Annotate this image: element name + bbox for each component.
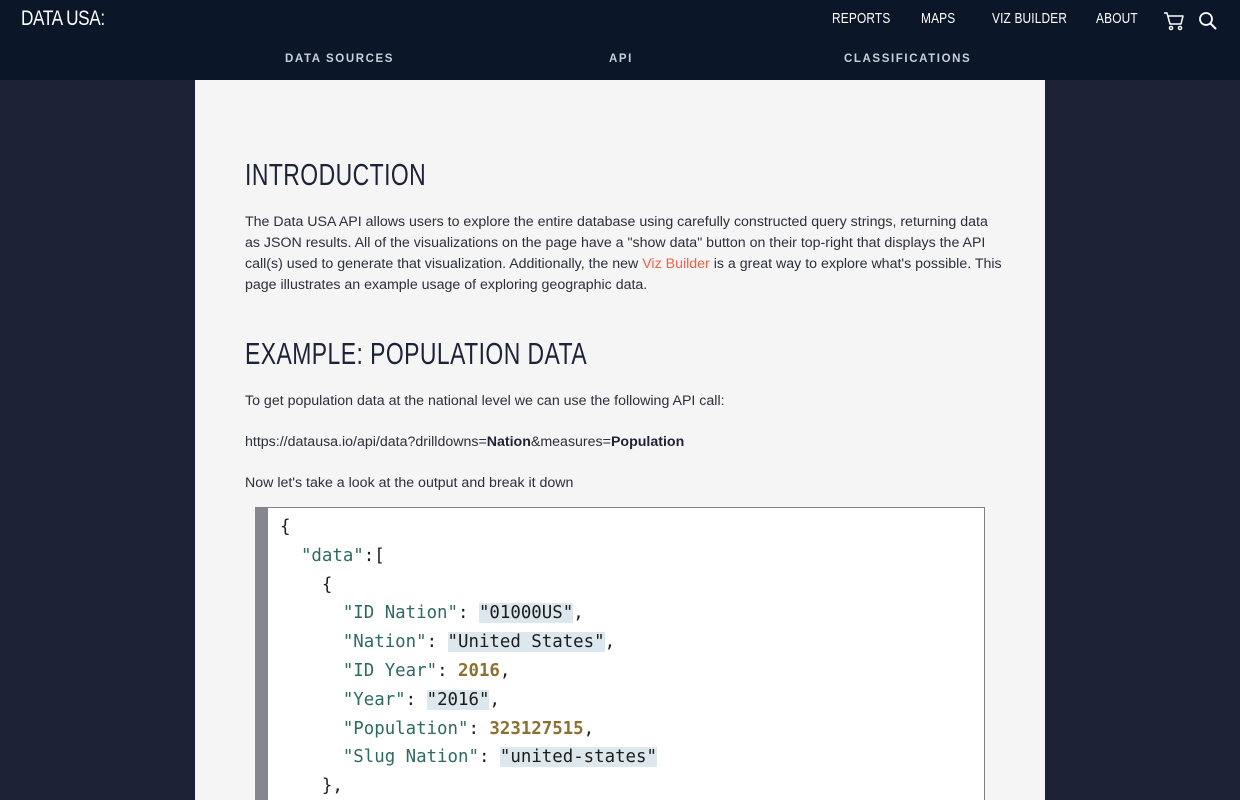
search-icon[interactable]	[1197, 10, 1219, 32]
subnav-classifications[interactable]: CLASSIFICATIONS	[844, 53, 972, 65]
code-comma: ,	[489, 689, 500, 710]
url-param-nation: Nation	[486, 434, 531, 450]
cart-icon[interactable]	[1163, 10, 1185, 32]
code-item-close: },	[321, 776, 343, 797]
main-content	[195, 80, 1045, 800]
code-value: "united-states"	[499, 747, 657, 768]
nav-reports[interactable]: REPORTS	[832, 11, 891, 27]
nav-viz-builder[interactable]: VIZ BUILDER	[992, 11, 1068, 27]
code-key: "ID Year"	[342, 660, 438, 681]
code-key: "Nation"	[342, 632, 427, 653]
code-key: "Population"	[342, 718, 469, 739]
code-comma: ,	[573, 603, 584, 624]
code-comma: ,	[583, 718, 595, 739]
code-value: 2016	[458, 660, 500, 681]
code-key: "ID Nation"	[342, 603, 458, 624]
example-lead: To get population data at the national level we can use the following API call:	[245, 393, 725, 409]
code-value: "01000US"	[478, 603, 574, 624]
code-data-key: "data"	[300, 545, 364, 566]
json-code-block	[255, 507, 985, 800]
intro-text-end: is a great way to explore what's possible. This page illustrates an example usage of exploring geographic data.	[245, 256, 1002, 293]
subnav-api[interactable]: API	[609, 53, 633, 65]
code-comma: ,	[604, 632, 616, 653]
code-value: "2016"	[426, 689, 490, 710]
url-prefix: https://datausa.io/api/data?drilldowns=	[245, 434, 487, 450]
code-data-open: :[	[363, 545, 385, 566]
subnav-data-sources[interactable]: DATA SOURCES	[285, 53, 395, 65]
nav-maps[interactable]: MAPS	[921, 11, 956, 27]
code-value: 323127515	[489, 718, 584, 739]
api-url	[245, 432, 1005, 453]
code-item-open: {	[321, 574, 333, 595]
code-comma: ,	[499, 660, 511, 681]
url-param-population: Population	[610, 434, 685, 450]
top-navigation-bar	[0, 0, 1240, 80]
nav-about[interactable]: ABOUT	[1096, 11, 1138, 27]
code-key: "Slug Nation"	[342, 747, 479, 768]
url-mid: &measures=	[530, 434, 611, 450]
intro-paragraph	[245, 212, 1005, 296]
example-followup: Now let's take a look at the output and break it down	[245, 475, 574, 491]
viz-builder-link[interactable]: Viz Builder	[642, 256, 710, 272]
example-heading: EXAMPLE: POPULATION DATA	[245, 336, 588, 371]
code-value: "United States"	[447, 632, 605, 653]
intro-heading: INTRODUCTION	[245, 157, 427, 192]
json-code: { "data":[ { "ID Nation": "01000US", "Nation": "United States", "ID Year": 2016, "Year": "2016", "Population": 323127515, "Slug Nation": "united-states" },	[280, 517, 657, 797]
intro-text: The Data USA API allows users to explore the entire database using carefully constructed query strings, returning data as JSON results. All of the visualizations on the page have a "show data" button on their top-right that displays the API call(s) used to generate that visualization. Additionally, the new	[245, 214, 988, 272]
code-open-brace: {	[280, 517, 291, 537]
code-key: "Year"	[342, 689, 406, 710]
datausa-logo[interactable]: DATA USA:	[21, 7, 105, 30]
